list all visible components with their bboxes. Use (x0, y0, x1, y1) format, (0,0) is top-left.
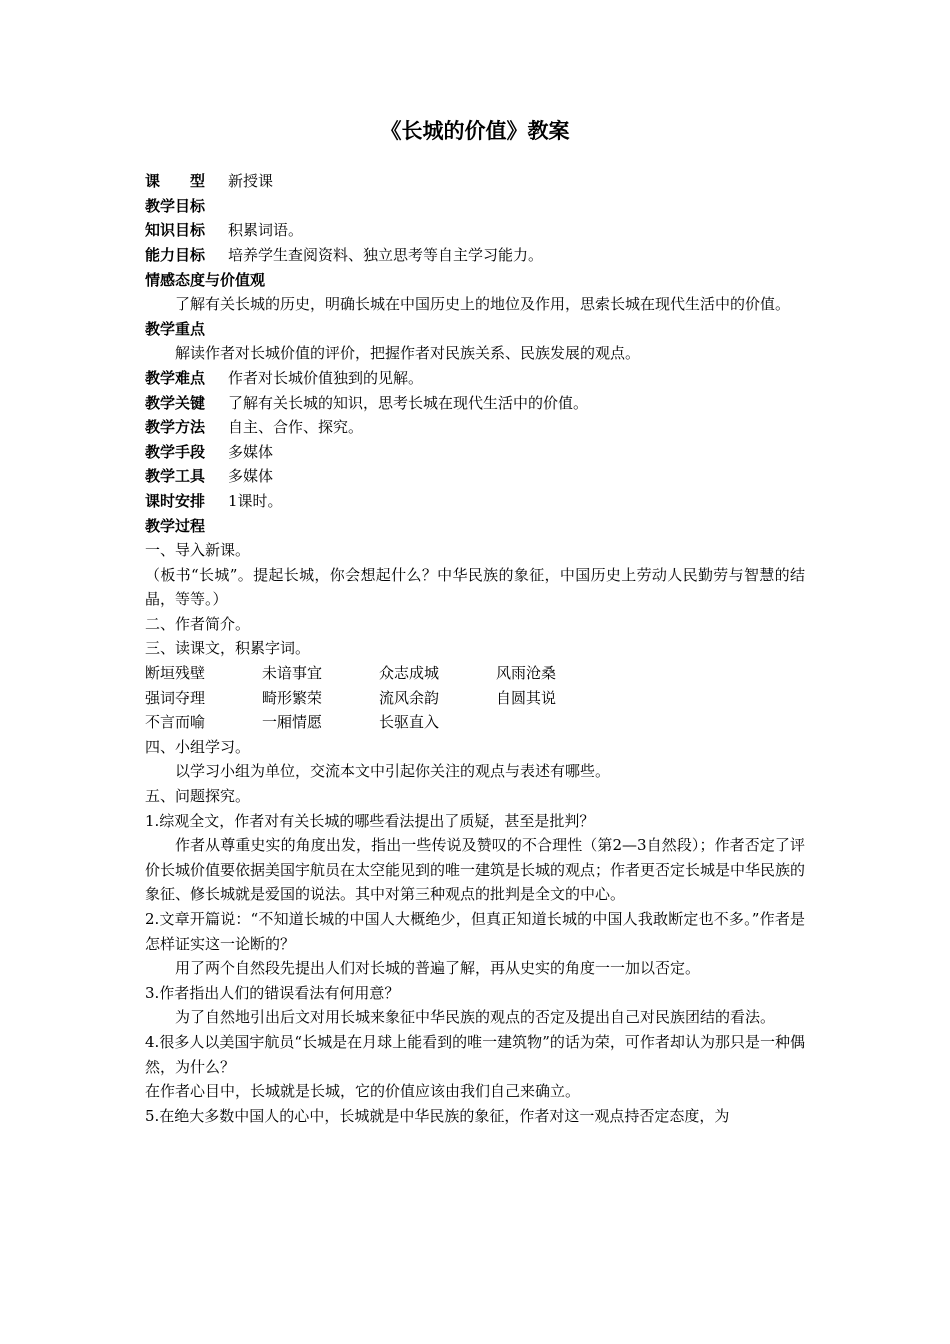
meta-goal (145, 194, 805, 219)
question-2: 2.文章开篇说：“不知道长城的中国人大概绝少，但真正知道长城的中国人我敢断定也不多。”作者是怎样证实这一论断的？ (145, 910, 805, 953)
meta-attitude (145, 268, 805, 293)
question-3: 3.作者指出人们的错误看法有何用意？ (145, 983, 400, 1002)
meta-label: 知识目标 (145, 221, 206, 240)
meta-value: 积累词语。 (228, 221, 304, 240)
step-author: 二、作者简介。 (145, 614, 251, 633)
meta-knowledge (145, 218, 805, 243)
word-item: 自圆其说 (496, 688, 557, 707)
meta-method (145, 415, 805, 440)
meta-value: 多媒体 (228, 442, 274, 461)
question-4: 4.很多人以美国宇航员“长城是在月球上能看到的唯一建筑物”的话为荣，可作者却认为那只是一种偶然，为什么？ (145, 1032, 805, 1076)
meta-label: 教学工具 (145, 467, 206, 486)
focus-text: 解读作者对长城价值的评价，把握作者对民族关系、民族发展的观点。 (175, 344, 641, 363)
focus-label: 教学重点 (145, 319, 206, 338)
meta-label: 课时安排 (145, 491, 206, 510)
answer-3: 为了自然地引出后文对用长城来象征中华民族的观点的否定及提出自己对民族团结的看法。 (175, 1008, 776, 1027)
word-item: 一厢情愿 (262, 713, 323, 732)
step-inquiry: 五、问题探究。 (145, 787, 251, 806)
step-words: 三、读课文，积累字词。 (145, 639, 311, 658)
answer-4: 在作者心目中，长城就是长城，它的价值应该由我们自己来确立。 (145, 1082, 581, 1101)
question-5: 5.在绝大多数中国人的心中，长城就是中华民族的象征，作者对这一观点持否定态度，为 (145, 1106, 730, 1125)
meta-value: 新授课 (228, 172, 274, 191)
meta-label: 教学手段 (145, 442, 206, 461)
meta-value: 了解有关长城的知识，思考长城在现代生活中的价值。 (228, 393, 589, 412)
step-group: 四、小组学习。 (145, 737, 251, 756)
attitude-text: 了解有关长城的历史，明确长城在中国历史上的地位及作用，思索长城在现代生活中的价值。 (175, 295, 791, 314)
word-row (145, 686, 805, 711)
step-intro: 一、导入新课。 (145, 541, 251, 560)
word-row (145, 710, 805, 735)
meta-label: 教学关键 (145, 393, 206, 412)
meta-label: 能力目标 (145, 245, 206, 264)
meta-value: 1课时。 (228, 491, 283, 510)
step-intro-text: （板书“长城”。提起长城，你会想起什么？中华民族的象征，中国历史上劳动人民勤劳与智慧的结晶，等等。） (145, 565, 805, 609)
meta-value: 培养学生查阅资料、独立思考等自主学习能力。 (228, 245, 544, 264)
word-item: 断垣残壁 (145, 664, 206, 683)
word-item: 畸形繁荣 (262, 688, 323, 707)
word-item: 众志成城 (379, 664, 440, 683)
word-item: 长驱直入 (379, 713, 440, 732)
question-1: 1.综观全文，作者对有关长城的哪些看法提出了质疑，甚至是批判？ (145, 811, 595, 830)
step-group-text: 以学习小组为单位，交流本文中引起你关注的观点与表述有哪些。 (175, 762, 611, 781)
word-item: 未谙事宜 (262, 664, 323, 683)
meta-label: 课 型 (145, 172, 206, 191)
process-label: 教学过程 (145, 516, 206, 535)
word-item: 不言而喻 (145, 713, 206, 732)
meta-means (145, 440, 805, 465)
answer-1: 作者从尊重史实的角度出发，指出一些传说及赞叹的不合理性（第2—3自然段）；作者否定了评价长城价值要依据美国宇航员在太空能见到的唯一建筑是长城的观点；作者更否定长城是中华民族的象征、修长城就是爱国的说法。其中对第三种观点的批判是全文的中心。 (145, 836, 806, 904)
meta-hours (145, 489, 805, 514)
meta-value: 多媒体 (228, 467, 274, 486)
document-page (145, 118, 805, 1128)
meta-label: 教学方法 (145, 418, 206, 437)
meta-key (145, 391, 805, 416)
meta-value: 作者对长城价值独到的见解。 (228, 368, 424, 387)
meta-label: 教学难点 (145, 368, 206, 387)
meta-value: 自主、合作、探究。 (228, 418, 364, 437)
meta-label: 教学目标 (145, 196, 206, 215)
word-item: 流风余韵 (379, 688, 440, 707)
answer-2: 用了两个自然段先提出人们对长城的普遍了解，再从史实的角度一一加以否定。 (175, 959, 701, 978)
meta-difficulty (145, 366, 805, 391)
word-row (145, 661, 805, 686)
meta-tools (145, 464, 805, 489)
meta-label: 情感态度与价值观 (145, 270, 266, 289)
word-item: 风雨沧桑 (496, 664, 557, 683)
meta-ability (145, 243, 805, 268)
meta-type (145, 169, 805, 194)
word-item: 强词夺理 (145, 688, 206, 707)
page-title: 《长城的价值》教案 (380, 118, 570, 143)
